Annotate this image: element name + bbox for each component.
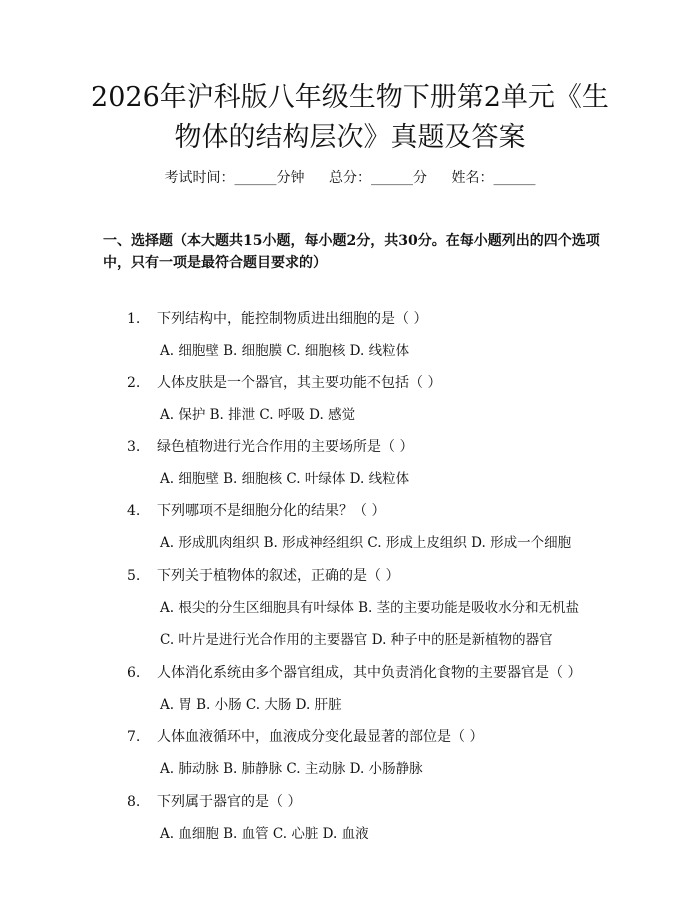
question-8-options: A. 血细胞 B. 血管 C. 心脏 D. 血液 [160, 826, 369, 842]
question-4 [127, 501, 385, 521]
question-text: 下列关于植物体的叙述，正确的是（ ） [157, 568, 400, 584]
question-3 [127, 437, 413, 457]
question-number: 4. [127, 503, 141, 519]
question-2-options: A. 保护 B. 排泄 C. 呼吸 D. 感觉 [160, 407, 356, 423]
question-text: 下列属于器官的是（ ） [157, 794, 302, 810]
question-7 [127, 727, 483, 747]
name-field: 姓名：______ [451, 170, 536, 186]
exam-info-line [0, 168, 700, 188]
section-header: 一、选择题（本大题共15小题，每小题2分，共30分。在每小题列出的四个选项中，只有一项是最符合题目要求的） [103, 233, 600, 271]
question-5-options-line-2: C. 叶片是进行光合作用的主要器官 D. 种子中的胚是新植物的器官 [160, 632, 553, 648]
total-score-field: 总分：______分 [329, 170, 427, 186]
question-5-options-line-1: A. 根尖的分生区细胞具有叶绿体 B. 茎的主要功能是吸收水分和无机盐 [160, 600, 580, 616]
exam-time-field: 考试时间：______分钟 [164, 170, 305, 186]
question-1 [127, 309, 427, 329]
question-number: 3. [127, 439, 141, 455]
question-3-options: A. 细胞壁 B. 细胞核 C. 叶绿体 D. 线粒体 [160, 471, 410, 487]
question-text: 人体消化系统由多个器官组成，其中负责消化食物的主要器官是（ ） [157, 665, 582, 681]
question-5 [127, 566, 399, 586]
question-text: 人体皮肤是一个器官，其主要功能不包括（ ） [157, 375, 442, 391]
question-1-options: A. 细胞壁 B. 细胞膜 C. 细胞核 D. 线粒体 [160, 343, 410, 359]
question-4-options: A. 形成肌肉组织 B. 形成神经组织 C. 形成上皮组织 D. 形成一个细胞 [160, 535, 572, 551]
question-number: 6. [127, 665, 141, 681]
question-8 [127, 792, 301, 812]
question-6-options: A. 胃 B. 小肠 C. 大肠 D. 肝脏 [160, 697, 342, 713]
question-text: 人体血液循环中，血液成分变化最显著的部位是（ ） [157, 729, 484, 745]
document-title: 2026年沪科版八年级生物下册第2单元《生物体的结构层次》真题及答案 [91, 82, 609, 153]
question-text: 绿色植物进行光合作用的主要场所是（ ） [157, 439, 414, 455]
question-number: 5. [127, 568, 141, 584]
question-6 [127, 663, 581, 683]
question-number: 2. [127, 375, 141, 391]
question-7-options: A. 肺动脉 B. 肺静脉 C. 主动脉 D. 小肠静脉 [160, 761, 423, 777]
question-number: 8. [127, 794, 141, 810]
question-2 [127, 373, 441, 393]
question-text: 下列结构中，能控制物质进出细胞的是（ ） [157, 311, 428, 327]
question-text: 下列哪项不是细胞分化的结果？（ ） [157, 503, 386, 519]
question-number: 1. [127, 311, 141, 327]
question-number: 7. [127, 729, 141, 745]
